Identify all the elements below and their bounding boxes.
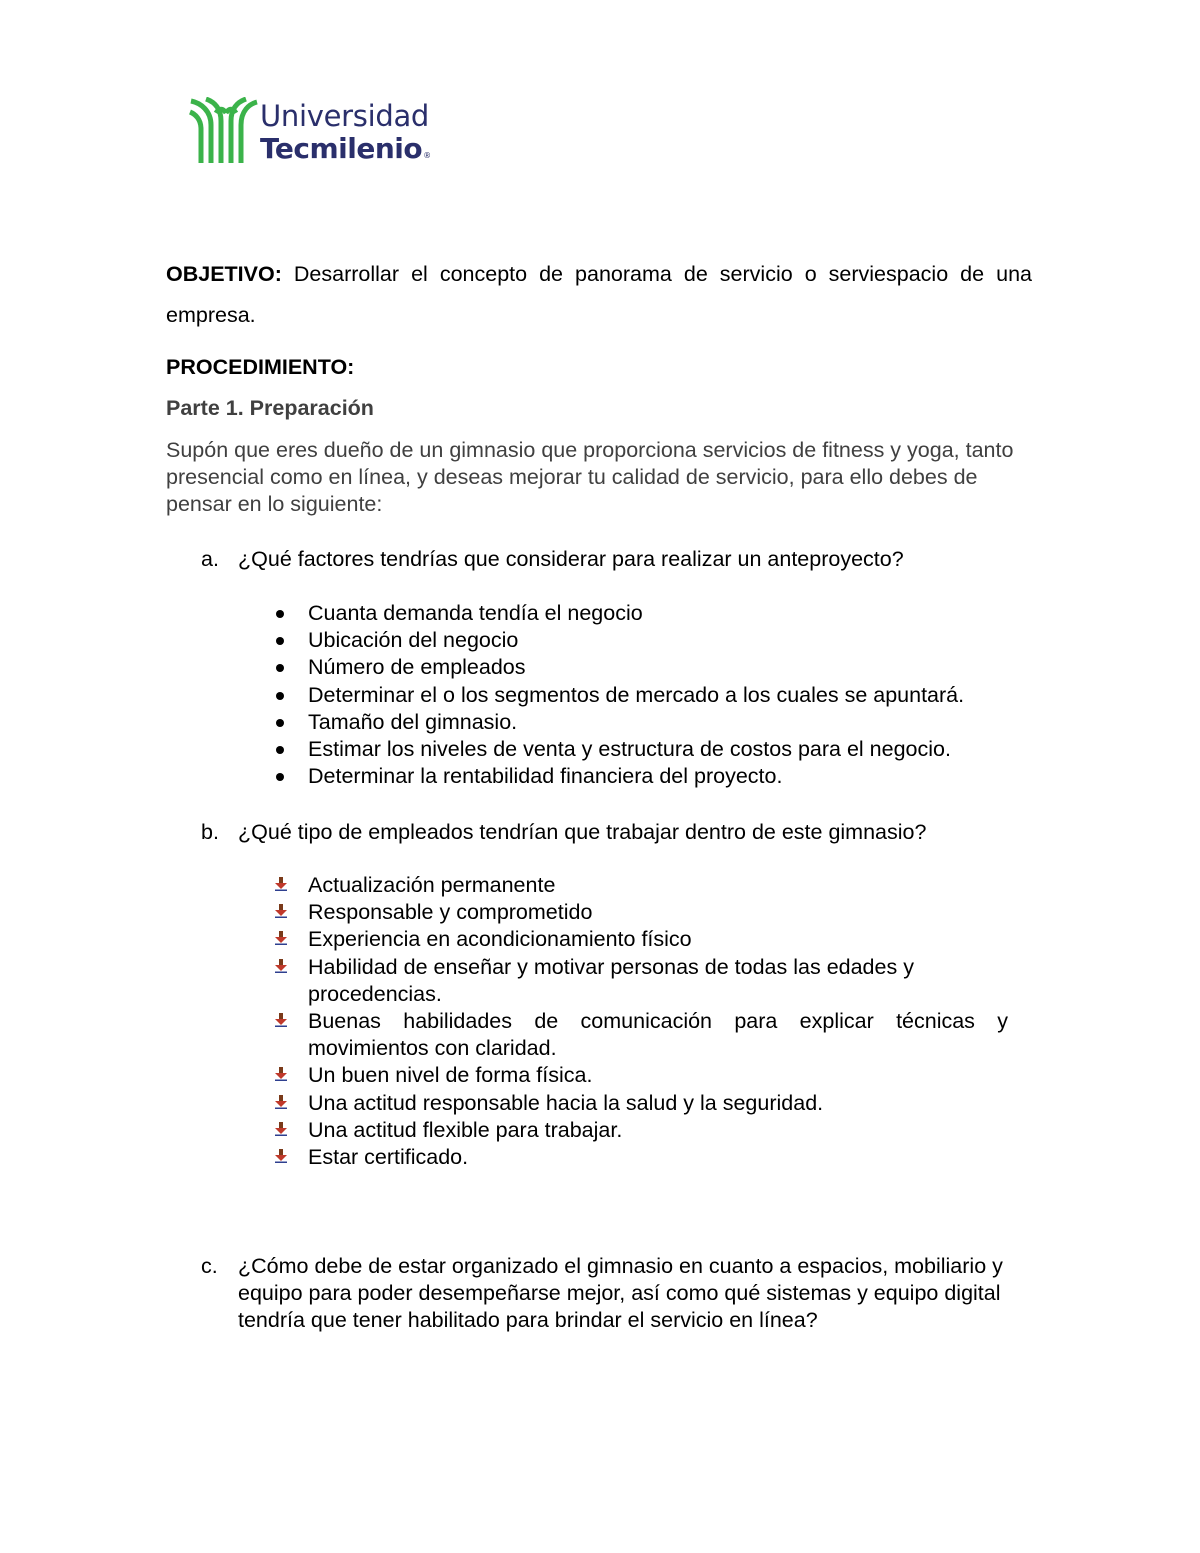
list-item-text: Una actitud flexible para trabajar. (308, 1117, 623, 1142)
list-item-text: Determinar la rentabilidad financiera del proyecto. (308, 764, 783, 789)
question-c-letter: c. (201, 1254, 218, 1278)
bullet-dot-icon (276, 692, 284, 700)
list-item (274, 654, 964, 681)
logo-text-tecmilenio: Tecmilenio® (260, 132, 431, 165)
list-item-text: Cuanta demanda tendía el negocio (308, 601, 643, 625)
list-item-text: Tamaño del gimnasio. (308, 709, 518, 734)
part-1-heading: Parte 1. Preparación (166, 396, 374, 420)
procedure-heading: PROCEDIMIENTO: (166, 355, 355, 379)
list-item (274, 926, 1032, 953)
list-item (274, 600, 964, 627)
university-logo (189, 97, 439, 167)
logo-text-universidad: Universidad (260, 99, 430, 133)
list-item (274, 872, 1032, 899)
list-item (274, 627, 964, 654)
logo-mark-icon (189, 97, 259, 165)
list-item-text: Un buen nivel de forma física. (308, 1063, 593, 1088)
list-item (274, 736, 964, 763)
list-item-text: Número de empleados (308, 655, 526, 680)
arrow-down-bullet-icon (274, 1149, 288, 1163)
list-item-text: Responsable y comprometido (308, 900, 593, 925)
list-item-text: Determinar el o los segmentos de mercado a los cuales se apuntará. (308, 682, 965, 707)
arrow-down-bullet-icon (274, 1095, 288, 1109)
list-item (274, 1008, 1008, 1062)
list-item-text: Estar certificado. (308, 1145, 469, 1170)
question-b-letter: b. (201, 820, 219, 844)
question-a-letter: a. (201, 547, 219, 571)
arrow-down-bullet-icon (274, 959, 288, 973)
arrow-down-bullet-icon (274, 904, 288, 918)
intro-paragraph: Supón que eres dueño de un gimnasio que proporciona servicios de fitness y yoga, tanto presencial como en línea, y deseas mejorar tu calidad de servicio, para ello debes de pensar en lo siguiente: (166, 438, 1014, 516)
list-item (274, 682, 964, 709)
arrow-down-bullet-icon (274, 1013, 288, 1027)
question-a-text: ¿Qué factores tendrías que considerar para realizar un anteproyecto? (238, 547, 904, 571)
list-item (274, 1144, 1032, 1171)
list-item (274, 899, 1032, 926)
employee-traits-list (274, 872, 1032, 1171)
list-item-text: Experiencia en acondicionamiento físico (308, 927, 692, 952)
factors-list (274, 600, 964, 790)
arrow-down-bullet-icon (274, 1067, 288, 1081)
list-item-text: Actualización permanente (308, 873, 556, 897)
arrow-down-bullet-icon (274, 931, 288, 945)
list-item-text: Ubicación del negocio (308, 628, 519, 653)
list-item (274, 763, 964, 790)
bullet-dot-icon (276, 664, 284, 672)
bullet-dot-icon (276, 637, 284, 645)
objective-text: Desarrollar el concepto de panorama de servicio o serviespacio de una empresa. (166, 262, 1032, 327)
list-item (274, 954, 1032, 1008)
bullet-dot-icon (276, 746, 284, 754)
list-item (274, 1117, 1032, 1144)
arrow-down-bullet-icon (274, 877, 288, 891)
list-item (274, 709, 964, 736)
question-b-text: ¿Qué tipo de empleados tendrían que trabajar dentro de este gimnasio? (238, 820, 927, 844)
list-item-text: Habilidad de enseñar y motivar personas de todas las edades y procedencias. (308, 954, 914, 1006)
question-c-text: ¿Cómo debe de estar organizado el gimnasio en cuanto a espacios, mobiliario y equipo para poder desempeñarse mejor, así como qué sistemas y equipo digital tendría que tener habilitado para brindar el servicio en línea? (238, 1254, 1003, 1332)
list-item (274, 1062, 1032, 1089)
list-item (274, 1090, 1032, 1117)
arrow-down-bullet-icon (274, 1122, 288, 1136)
objective-label: OBJETIVO: (166, 262, 282, 286)
list-item-text: Una actitud responsable hacia la salud y la seguridad. (308, 1090, 824, 1115)
bullet-dot-icon (276, 773, 284, 781)
objective-paragraph (166, 254, 1032, 336)
bullet-dot-icon (276, 719, 284, 727)
bullet-dot-icon (276, 610, 284, 618)
list-item-text: Buenas habilidades de comunicación para explicar técnicas y movimientos con claridad. (308, 1009, 1008, 1061)
list-item-text: Estimar los niveles de venta y estructura de costos para el negocio. (308, 737, 951, 762)
